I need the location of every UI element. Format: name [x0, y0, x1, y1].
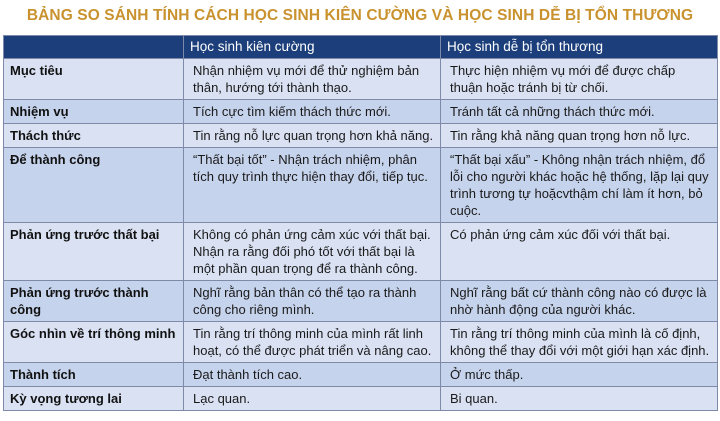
table-row [4, 322, 718, 363]
cell-vulnerable: Tin rằng trí thông minh của mình là cố định, không thể thay đổi với một giới hạn xác định. [441, 322, 718, 363]
cell-resilient: Đạt thành tích cao. [184, 363, 441, 387]
table-row [4, 59, 718, 100]
cell-vulnerable: Có phản ứng cảm xúc đối với thất bại. [441, 223, 718, 281]
cell-vulnerable: “Thất bại xấu” - Không nhận trách nhiệm, đổ lỗi cho người khác hoặc hệ thống, lặp lại quy trình tương tự hoặcvthậm chí làm ít hơn, bỏ cuộc. [441, 148, 718, 223]
header-cell-resilient: Học sinh kiên cường [184, 36, 441, 59]
cell-resilient: Không có phản ứng cảm xúc với thất bại. Nhận ra rằng đối phó tốt với thất bại là một phần quan trọng để ra thành công. [184, 223, 441, 281]
cell-resilient: Tin rằng nỗ lực quan trọng hơn khả năng. [184, 124, 441, 148]
cell-vulnerable: Thực hiện nhiệm vụ mới để được chấp thuận hoặc tránh bị từ chối. [441, 59, 718, 100]
cell-resilient: Nghĩ rằng bản thân có thể tạo ra thành công cho riêng mình. [184, 281, 441, 322]
table-row [4, 281, 718, 322]
row-label: Thành tích [4, 363, 184, 387]
table-row [4, 223, 718, 281]
header-cell-vulnerable: Học sinh dễ bị tổn thương [441, 36, 718, 59]
cell-vulnerable: Ở mức thấp. [441, 363, 718, 387]
table-row [4, 387, 718, 411]
row-label: Góc nhìn về trí thông minh [4, 322, 184, 363]
cell-resilient: Tin rằng trí thông minh của mình rất linh hoạt, có thể được phát triển và nâng cao. [184, 322, 441, 363]
cell-resilient: Nhận nhiệm vụ mới để thử nghiệm bản thân, hướng tới thành thạo. [184, 59, 441, 100]
cell-vulnerable: Tin rằng khả năng quan trọng hơn nỗ lực. [441, 124, 718, 148]
cell-resilient: Lạc quan. [184, 387, 441, 411]
cell-vulnerable: Tránh tất cả những thách thức mới. [441, 100, 718, 124]
table-row [4, 124, 718, 148]
comparison-table [3, 35, 718, 411]
row-label: Kỳ vọng tương lai [4, 387, 184, 411]
row-label: Để thành công [4, 148, 184, 223]
row-label: Nhiệm vụ [4, 100, 184, 124]
cell-resilient: “Thất bại tốt” - Nhận trách nhiệm, phân tích quy trình thực hiện thay đổi, tiếp tục. [184, 148, 441, 223]
page-title: BẢNG SO SÁNH TÍNH CÁCH HỌC SINH KIÊN CƯỜNG VÀ HỌC SINH DỄ BỊ TỔN THƯƠNG [26, 7, 694, 24]
cell-vulnerable: Nghĩ rằng bất cứ thành công nào có được là nhờ hành động của người khác. [441, 281, 718, 322]
header-cell-empty [4, 36, 184, 59]
row-label: Phản ứng trước thành công [4, 281, 184, 322]
table-header-row [4, 36, 718, 59]
row-label: Thách thức [4, 124, 184, 148]
table-row [4, 148, 718, 223]
table-row [4, 363, 718, 387]
row-label: Mục tiêu [4, 59, 184, 100]
table-row [4, 100, 718, 124]
cell-vulnerable: Bi quan. [441, 387, 718, 411]
cell-resilient: Tích cực tìm kiếm thách thức mới. [184, 100, 441, 124]
row-label: Phản ứng trước thất bại [4, 223, 184, 281]
